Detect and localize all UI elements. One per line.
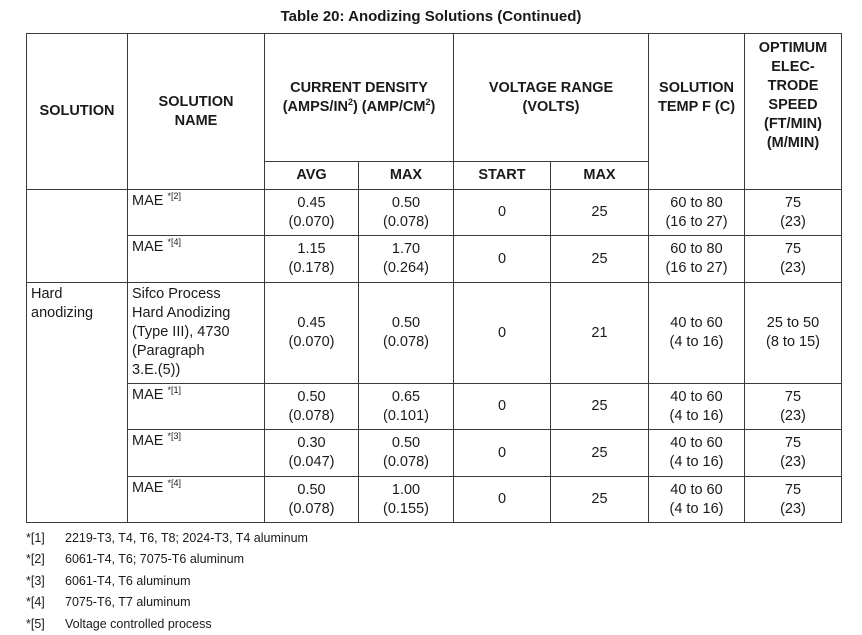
header-max: MAX [359,162,454,190]
start-cell: 0 [454,477,551,523]
footnote [26,592,308,613]
voltage-max-cell: 21 [551,283,649,384]
max-cell: 0.65 (0.101) [359,384,454,430]
temp-cell: 40 to 60 (4 to 16) [649,384,745,430]
temp-cell: 60 to 80 (16 to 27) [649,236,745,283]
footnote-key: *[5] [26,616,45,631]
footnote-key: *[1] [26,531,45,545]
solution-name-cell: Sifco Process Hard Anodizing (Type III), 4730 (Paragraph 3.E.(5)) [128,283,265,384]
solution-cell: Hard anodizing [27,283,128,523]
table-row [27,236,842,283]
max-cell: 0.50 (0.078) [359,430,454,477]
temp-cell: 40 to 60 (4 to 16) [649,283,745,384]
footnote [26,528,308,549]
avg-cell: 0.30 (0.047) [265,430,359,477]
footnote-text: 6061-T4, T6; 7075-T6 aluminum [65,552,245,567]
solution-name-cell: MAE $^{*[4]}$ [128,477,265,523]
footnotes [26,528,308,635]
solution-name-cell: MAE $^{*[2]}$ [128,190,265,236]
header-electrode-speed: OPTIMUM ELEC- TRODE SPEED (FT/MIN) (M/MIN) [745,34,842,190]
table-row [27,430,842,477]
speed-cell: 25 to 50 (8 to 15) [745,283,842,384]
footnote [26,614,308,635]
footnote [26,549,308,570]
table-row [27,384,842,430]
speed-cell: 75 (23) [745,430,842,477]
speed-cell: 75 (23) [745,477,842,523]
max-cell: 1.70 (0.264) [359,236,454,283]
footnote-key: *[3] [26,573,45,588]
voltage-max-cell: 25 [551,384,649,430]
avg-cell: 1.15 (0.178) [265,236,359,283]
start-cell: 0 [454,190,551,236]
solution-name-cell: MAE $^{*[4]}$ [128,236,265,283]
voltage-max-cell: 25 [551,477,649,523]
max-cell: 1.00 (0.155) [359,477,454,523]
solution-cell [27,190,128,283]
max-cell: 0.50 (0.078) [359,283,454,384]
avg-cell: 0.45 (0.070) [265,190,359,236]
voltage-max-cell: 25 [551,236,649,283]
footnote-text: 6061-T4, T6 aluminum [65,573,191,588]
footnote-key: *[4] [26,595,45,610]
footnote [26,571,308,592]
header-current-density: CURRENT DENSITY $(AMPS/IN^2)$ $(AMP/CM^2)$ [265,34,454,162]
header-solution-temp: SOLUTION TEMP F (C) [649,34,745,190]
voltage-max-cell: 25 [551,430,649,477]
start-cell: 0 [454,283,551,384]
header-solution-name: SOLUTION NAME [128,34,265,190]
avg-cell: 0.50 (0.078) [265,384,359,430]
avg-cell: 0.50 (0.078) [265,477,359,523]
table-row [27,190,842,236]
header-start: START [454,162,551,190]
footnote-text: 2219-T3, T4, T6, T8; 2024-T3, T4 aluminum [65,531,308,545]
max-cell: 0.50 (0.078) [359,190,454,236]
header-avg: AVG [265,162,359,190]
anodizing-solutions-table [26,33,842,523]
speed-cell: 75 (23) [745,384,842,430]
speed-cell: 75 (23) [745,190,842,236]
header-voltage-max: MAX [551,162,649,190]
footnote-text: 7075-T6, T7 aluminum [65,595,191,610]
temp-cell: 40 to 60 (4 to 16) [649,477,745,523]
header-voltage-range: VOLTAGE RANGE (VOLTS) [454,34,649,162]
table-row [27,283,842,384]
start-cell: 0 [454,384,551,430]
speed-cell: 75 (23) [745,236,842,283]
temp-cell: 60 to 80 (16 to 27) [649,190,745,236]
voltage-max-cell: 25 [551,190,649,236]
start-cell: 0 [454,236,551,283]
start-cell: 0 [454,430,551,477]
footnote-key: *[2] [26,552,45,567]
footnote-text: Voltage controlled process [65,616,212,631]
avg-cell: 0.45 (0.070) [265,283,359,384]
header-solution: SOLUTION [27,34,128,190]
temp-cell: 40 to 60 (4 to 16) [649,430,745,477]
table-title: Table 20: Anodizing Solutions (Continued) [280,8,582,25]
solution-name-cell: MAE $^{*[1]}$ [128,384,265,430]
solution-name-cell: MAE $^{*[3]}$ [128,430,265,477]
table-row [27,477,842,523]
